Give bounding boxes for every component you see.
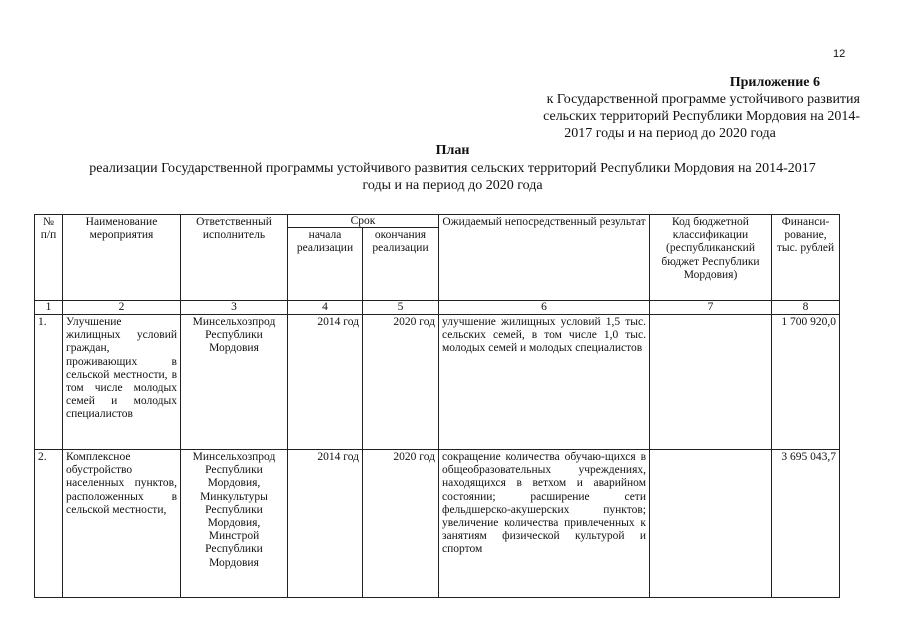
column-number: 5 — [363, 301, 439, 315]
row-name: Улучшение жилищных условий граждан, проживающих в сельской местности, в том числе молодых семей и молодых специалистов — [63, 315, 181, 450]
column-number: 4 — [288, 301, 363, 315]
column-number: 1 — [35, 301, 63, 315]
row-result: сокращение количества обучаю-щихся в общеобразовательных учреждениях, находящихся в ветхом и аварийном состоянии; расширение сети фельдшерско-акушерских пунктов; увеличение количества привлеченных к занятиям физической культурой и спортом — [439, 450, 650, 598]
column-number: 3 — [181, 301, 288, 315]
header-executor: Ответственный исполнитель — [181, 215, 288, 301]
column-number: 6 — [439, 301, 650, 315]
row-end: 2020 год — [363, 315, 439, 450]
header-num: № п/п — [35, 215, 63, 301]
row-executor: Минсельхозпрод Республики Мордовия, Минкультуры Республики Мордовия, Минстрой Республики Мордовия — [181, 450, 288, 598]
table-row — [35, 450, 840, 598]
header-start: начала реализации — [288, 228, 363, 301]
header-row-1 — [35, 215, 840, 228]
column-number: 8 — [772, 301, 840, 315]
row-result: улучшение жилищных условий 1,5 тыс. сельских семей, в том числе 1,0 тыс. молодых семей и молодых специалистов — [439, 315, 650, 450]
row-start: 2014 год — [288, 315, 363, 450]
appendix-title: Приложение 6 — [729, 75, 820, 90]
row-start: 2014 год — [288, 450, 363, 598]
plan-subtitle-line-2: годы и на период до 2020 года — [362, 178, 543, 193]
row-code — [650, 450, 772, 598]
plan-subtitle — [55, 160, 850, 194]
appendix-line-3: 2017 годы и на период до 2020 года — [564, 126, 776, 141]
column-number: 2 — [63, 301, 181, 315]
header-code: Код бюджетной классификации (республиканский бюджет Республики Мордовия) — [650, 215, 772, 301]
plan-title: План — [435, 143, 470, 158]
appendix-line-1: к Государственной программе устойчивого развития — [546, 92, 860, 107]
plan-table — [34, 214, 840, 598]
header-finance: Финанси-рование, тыс. рублей — [772, 215, 840, 301]
row-code — [650, 315, 772, 450]
header-term: Срок — [288, 215, 439, 228]
header-end: окончания реализации — [363, 228, 439, 301]
row-num: 2. — [35, 450, 63, 598]
row-name: Комплексное обустройство населенных пунктов, расположенных в сельской местности, — [63, 450, 181, 598]
appendix-line-2: сельских территорий Республики Мордовия на 2014- — [543, 109, 860, 124]
page-number: 12 — [833, 48, 846, 60]
row-finance: 3 695 043,7 — [772, 450, 840, 598]
column-number: 7 — [650, 301, 772, 315]
row-num: 1. — [35, 315, 63, 450]
plan-subtitle-line-1: реализации Государственной программы устойчивого развития сельских территорий Республики Мордовия на 2014-2017 — [89, 161, 816, 176]
table-row — [35, 315, 840, 450]
row-executor: Минсельхозпрод Республики Мордовия — [181, 315, 288, 450]
header-name: Наименование мероприятия — [63, 215, 181, 301]
column-number-row — [35, 301, 840, 315]
row-end: 2020 год — [363, 450, 439, 598]
row-finance: 1 700 920,0 — [772, 315, 840, 450]
appendix-header — [480, 74, 860, 142]
header-result: Ожидаемый непосредственный результат — [439, 215, 650, 301]
